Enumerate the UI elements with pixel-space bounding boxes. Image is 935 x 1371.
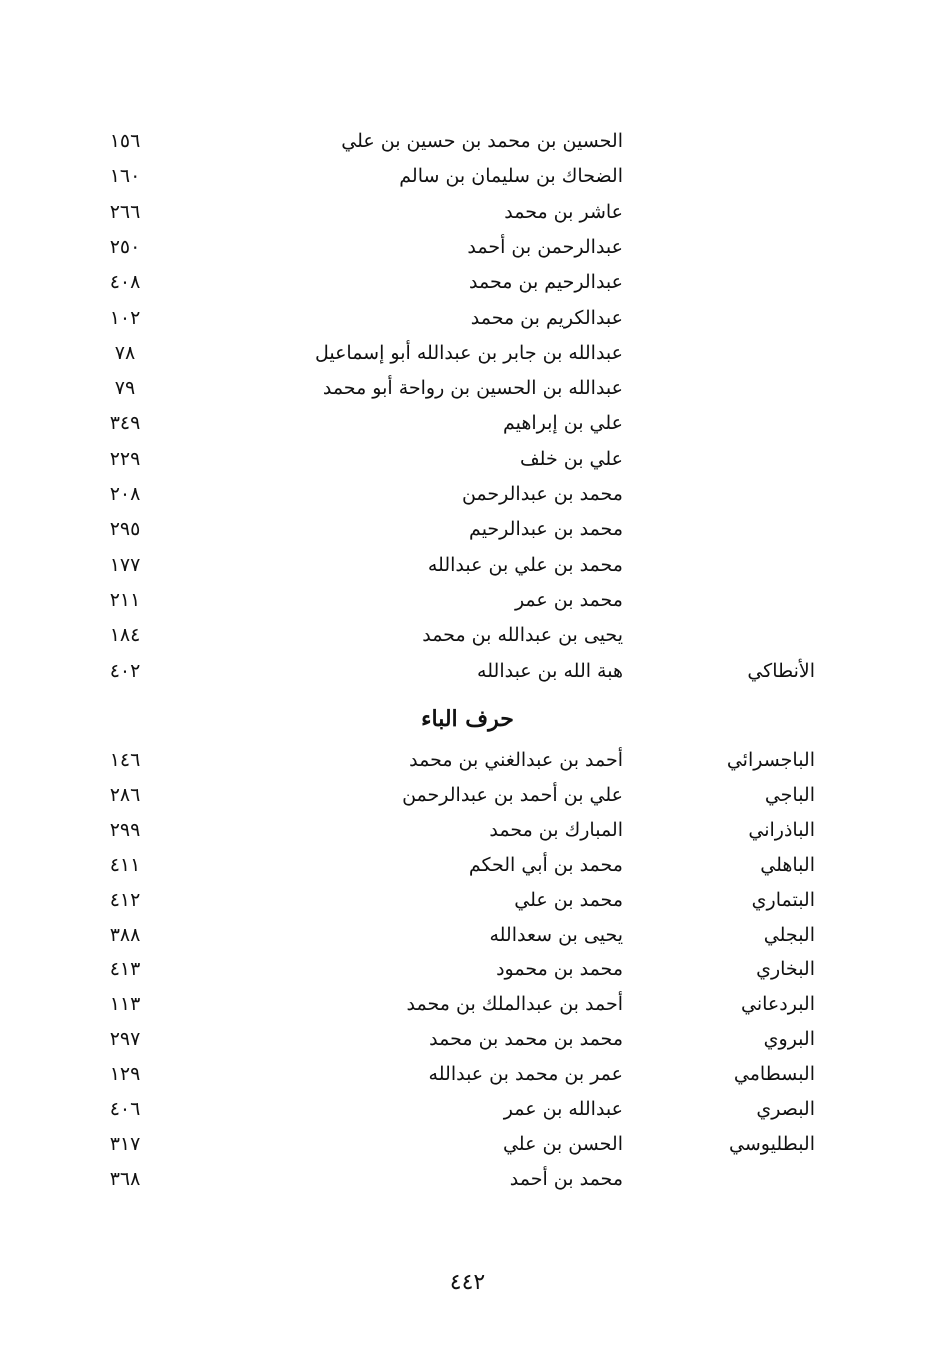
entry-name: عبدالله بن عمر <box>503 1098 623 1120</box>
entry-nisba: البخاري <box>756 958 815 981</box>
entry-name: محمد بن محمود <box>496 958 623 981</box>
entry-nisba: البروي <box>763 1028 815 1051</box>
entry-page-number: ١٧٧ <box>109 553 141 576</box>
index-entry <box>0 302 935 334</box>
section-heading: حرف الباء <box>421 706 514 732</box>
entry-nisba: الباجي <box>764 783 815 806</box>
entry-nisba: الباجسرائي <box>726 749 815 771</box>
entry-page-number: ٢٥٠ <box>109 235 141 258</box>
entry-name: عبدالرحمن بن أحمد <box>467 235 623 258</box>
entry-name: عبدالله بن الحسين بن رواحة أبو محمد <box>322 377 623 400</box>
entry-name: هبة الله بن عبدالله <box>477 659 623 682</box>
index-entry <box>0 988 935 1020</box>
entry-name: محمد بن عبدالرحيم <box>469 518 623 541</box>
entry-page-number: ١١٣ <box>109 993 141 1016</box>
entry-page-number: ١٥٦ <box>109 130 141 152</box>
entry-name: عاشر بن محمد <box>504 200 623 223</box>
index-entry <box>0 1023 935 1055</box>
entry-name: يحيى بن عبدالله بن محمد <box>422 624 623 647</box>
index-entry <box>0 160 935 192</box>
entry-name: عبدالله بن جابر بن عبدالله أبو إسماعيل <box>314 341 623 364</box>
entry-name: علي بن أحمد بن عبدالرحمن <box>402 783 623 806</box>
entry-page-number: ١٨٤ <box>109 624 141 647</box>
index-entry <box>0 231 935 263</box>
entry-nisba: البجلي <box>763 923 815 946</box>
entry-page-number: ٢٨٦ <box>109 783 141 806</box>
entry-nisba: البطليوسي <box>729 1132 815 1155</box>
entry-nisba: الأنطاكي <box>747 659 815 682</box>
entry-name: محمد بن عمر <box>514 588 623 611</box>
index-entry <box>0 549 935 581</box>
entry-nisba: الباهلي <box>760 853 815 876</box>
entry-name: محمد بن عبدالرحمن <box>461 483 623 505</box>
entry-name: الضحاك بن سليمان بن سالم <box>399 165 623 188</box>
index-entry <box>0 655 935 687</box>
entry-name: الحسين بن محمد بن حسين بن علي <box>341 130 623 152</box>
index-entry <box>0 196 935 228</box>
index-entry <box>0 884 935 916</box>
index-entry <box>0 372 935 404</box>
entry-page-number: ١٦٠ <box>109 165 141 188</box>
index-entry <box>0 513 935 545</box>
entry-name: عمر بن محمد بن عبدالله <box>428 1063 623 1086</box>
entry-nisba: الباذراني <box>748 818 815 841</box>
entry-page-number: ٢٩٥ <box>109 518 141 541</box>
index-entry <box>0 407 935 439</box>
entry-page-number: ٤٠٢ <box>109 659 141 682</box>
entry-nisba: البتماري <box>751 888 815 911</box>
index-entry <box>0 584 935 616</box>
entry-page-number: ٣٤٩ <box>109 412 141 435</box>
entry-page-number: ٢٢٩ <box>109 447 141 470</box>
entry-name: يحيى بن سعدالله <box>489 923 623 946</box>
entry-name: محمد بن علي بن عبدالله <box>427 553 623 576</box>
index-entry <box>0 619 935 651</box>
entry-name: عبدالرحيم بن محمد <box>469 271 623 294</box>
entry-name: أحمد بن عبدالغني بن محمد <box>409 749 623 771</box>
entry-page-number: ٢٩٧ <box>109 1028 141 1051</box>
entry-name: محمد بن علي <box>514 888 623 911</box>
index-entry <box>0 1093 935 1125</box>
entry-page-number: ٧٩ <box>114 377 136 400</box>
entry-page-number: ٤٠٦ <box>109 1098 141 1120</box>
entry-name: علي بن خلف <box>520 447 623 470</box>
entry-page-number: ٤١٢ <box>109 888 141 911</box>
entry-name: الحسن بن علي <box>502 1132 623 1155</box>
entry-name: محمد بن أحمد <box>509 1167 623 1190</box>
entry-page-number: ٣٨٨ <box>109 923 141 946</box>
index-entry <box>0 443 935 475</box>
entry-page-number: ٣٦٨ <box>109 1167 141 1190</box>
index-entry <box>0 266 935 298</box>
entry-page-number: ٢٦٦ <box>109 200 141 223</box>
index-entry <box>0 919 935 951</box>
entry-page-number: ٣١٧ <box>109 1132 141 1155</box>
entry-nisba: البصري <box>756 1098 815 1120</box>
entry-page-number: ٧٨ <box>114 341 136 364</box>
entry-page-number: ٤١٣ <box>109 958 141 981</box>
entry-page-number: ١٢٩ <box>109 1063 141 1086</box>
entry-name: المبارك بن محمد <box>489 818 623 841</box>
index-entry <box>0 953 935 985</box>
entry-name: محمد بن أبي الحكم <box>468 853 623 876</box>
entry-page-number: ٤٠٨ <box>109 271 141 294</box>
entry-page-number: ١٤٦ <box>109 749 141 771</box>
entry-page-number: ١٠٢ <box>109 306 141 329</box>
entry-page-number: ٤١١ <box>109 853 141 876</box>
entry-page-number: ٢١١ <box>109 588 141 611</box>
entry-page-number: ٢٩٩ <box>109 818 141 841</box>
index-entry <box>0 125 935 157</box>
index-entry <box>0 779 935 811</box>
index-entry <box>0 1058 935 1090</box>
entry-name: محمد بن محمد بن محمد <box>429 1028 623 1051</box>
index-entry <box>0 1163 935 1195</box>
entry-nisba: البسطامي <box>733 1063 815 1086</box>
index-entry <box>0 1128 935 1160</box>
entry-page-number: ٢٠٨ <box>109 483 141 505</box>
entry-name: أحمد بن عبدالملك بن محمد <box>406 993 623 1016</box>
entry-name: عبدالكريم بن محمد <box>470 306 623 329</box>
index-entry <box>0 814 935 846</box>
entry-nisba: البردعاني <box>741 993 815 1016</box>
entry-name: علي بن إبراهيم <box>502 412 623 435</box>
index-entry <box>0 849 935 881</box>
index-entry <box>0 744 935 776</box>
page-number: ٤٤٢ <box>449 1270 486 1295</box>
index-entry <box>0 337 935 369</box>
index-entry <box>0 478 935 510</box>
